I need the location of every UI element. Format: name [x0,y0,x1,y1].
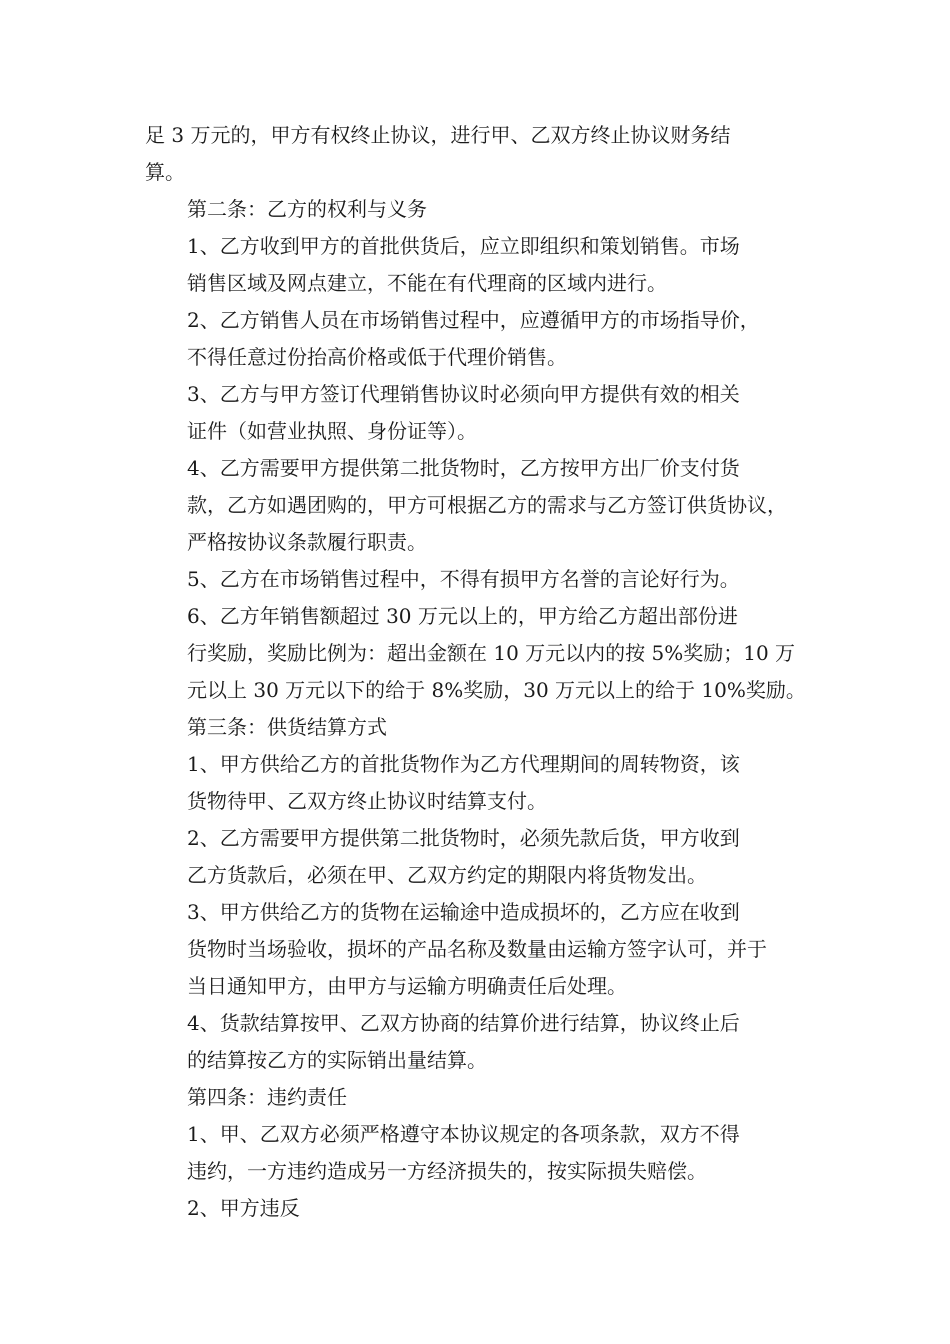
text-line: 3、甲方供给乙方的货物在运输途中造成损坏的，乙方应在收到 [187,900,740,924]
paragraph [145,1079,805,1116]
text-line: 当日通知甲方，由甲方与运输方明确责任后处理。 [187,974,627,998]
text-line: 行奖励，奖励比例为：超出金额在 10 万元以内的按 5%奖励；10 万 [187,641,796,665]
text-line: 货物待甲、乙双方终止协议时结算支付。 [187,789,547,813]
paragraph [145,191,805,228]
text-line: 2、甲方违反 [187,1196,300,1220]
paragraph [145,1116,805,1190]
paragraph [145,376,805,450]
text-line: 元以上 30 万元以下的给于 8%奖励，30 万元以上的给于 10%奖励。 [187,678,806,702]
text-line: 第三条：供货结算方式 [187,715,387,739]
text-line: 证件（如营业执照、身份证等）。 [187,419,477,443]
paragraph [145,894,805,1005]
text-line: 销售区域及网点建立，不能在有代理商的区域内进行。 [187,271,667,295]
text-line: 3、乙方与甲方签订代理销售协议时必须向甲方提供有效的相关 [187,382,740,406]
text-line: 2、乙方销售人员在市场销售过程中，应遵循甲方的市场指导价， [187,308,760,332]
text-line: 违约，一方违约造成另一方经济损失的，按实际损失赔偿。 [187,1159,707,1183]
document-body [145,117,805,1227]
text-line: 款，乙方如遇团购的，甲方可根据乙方的需求与乙方签订供货协议， [187,493,787,517]
text-line: 足 3 万元的，甲方有权终止协议，进行甲、乙双方终止协议财务结 [145,123,731,147]
paragraph [145,302,805,376]
text-line: 6、乙方年销售额超过 30 万元以上的，甲方给乙方超出部份进 [187,604,738,628]
paragraph [145,746,805,820]
paragraph [145,820,805,894]
text-line: 货物时当场验收，损坏的产品名称及数量由运输方签字认可，并于 [187,937,767,961]
text-line: 4、货款结算按甲、乙双方协商的结算价进行结算，协议终止后 [187,1011,740,1035]
paragraph [145,1005,805,1079]
paragraph [145,1190,805,1227]
text-line: 5、乙方在市场销售过程中，不得有损甲方名誉的言论好行为。 [187,567,740,591]
paragraph [145,709,805,746]
paragraph [145,450,805,561]
paragraph [145,228,805,302]
text-line: 1、甲、乙双方必须严格遵守本协议规定的各项条款，双方不得 [187,1122,740,1146]
text-line: 第四条：违约责任 [187,1085,347,1109]
text-line: 乙方货款后，必须在甲、乙双方约定的期限内将货物发出。 [187,863,707,887]
paragraph [145,561,805,598]
paragraph [145,117,805,191]
text-line: 的结算按乙方的实际销出量结算。 [187,1048,487,1072]
text-line: 4、乙方需要甲方提供第二批货物时，乙方按甲方出厂价支付货 [187,456,740,480]
text-line: 第二条：乙方的权利与义务 [187,197,427,221]
text-line: 1、甲方供给乙方的首批货物作为乙方代理期间的周转物资，该 [187,752,740,776]
text-line: 不得任意过份抬高价格或低于代理价销售。 [187,345,567,369]
paragraph [145,598,805,709]
text-line: 1、乙方收到甲方的首批供货后，应立即组织和策划销售。市场 [187,234,740,258]
text-line: 严格按协议条款履行职责。 [187,530,427,554]
text-line: 算。 [145,160,185,184]
text-line: 2、乙方需要甲方提供第二批货物时，必须先款后货，甲方收到 [187,826,740,850]
